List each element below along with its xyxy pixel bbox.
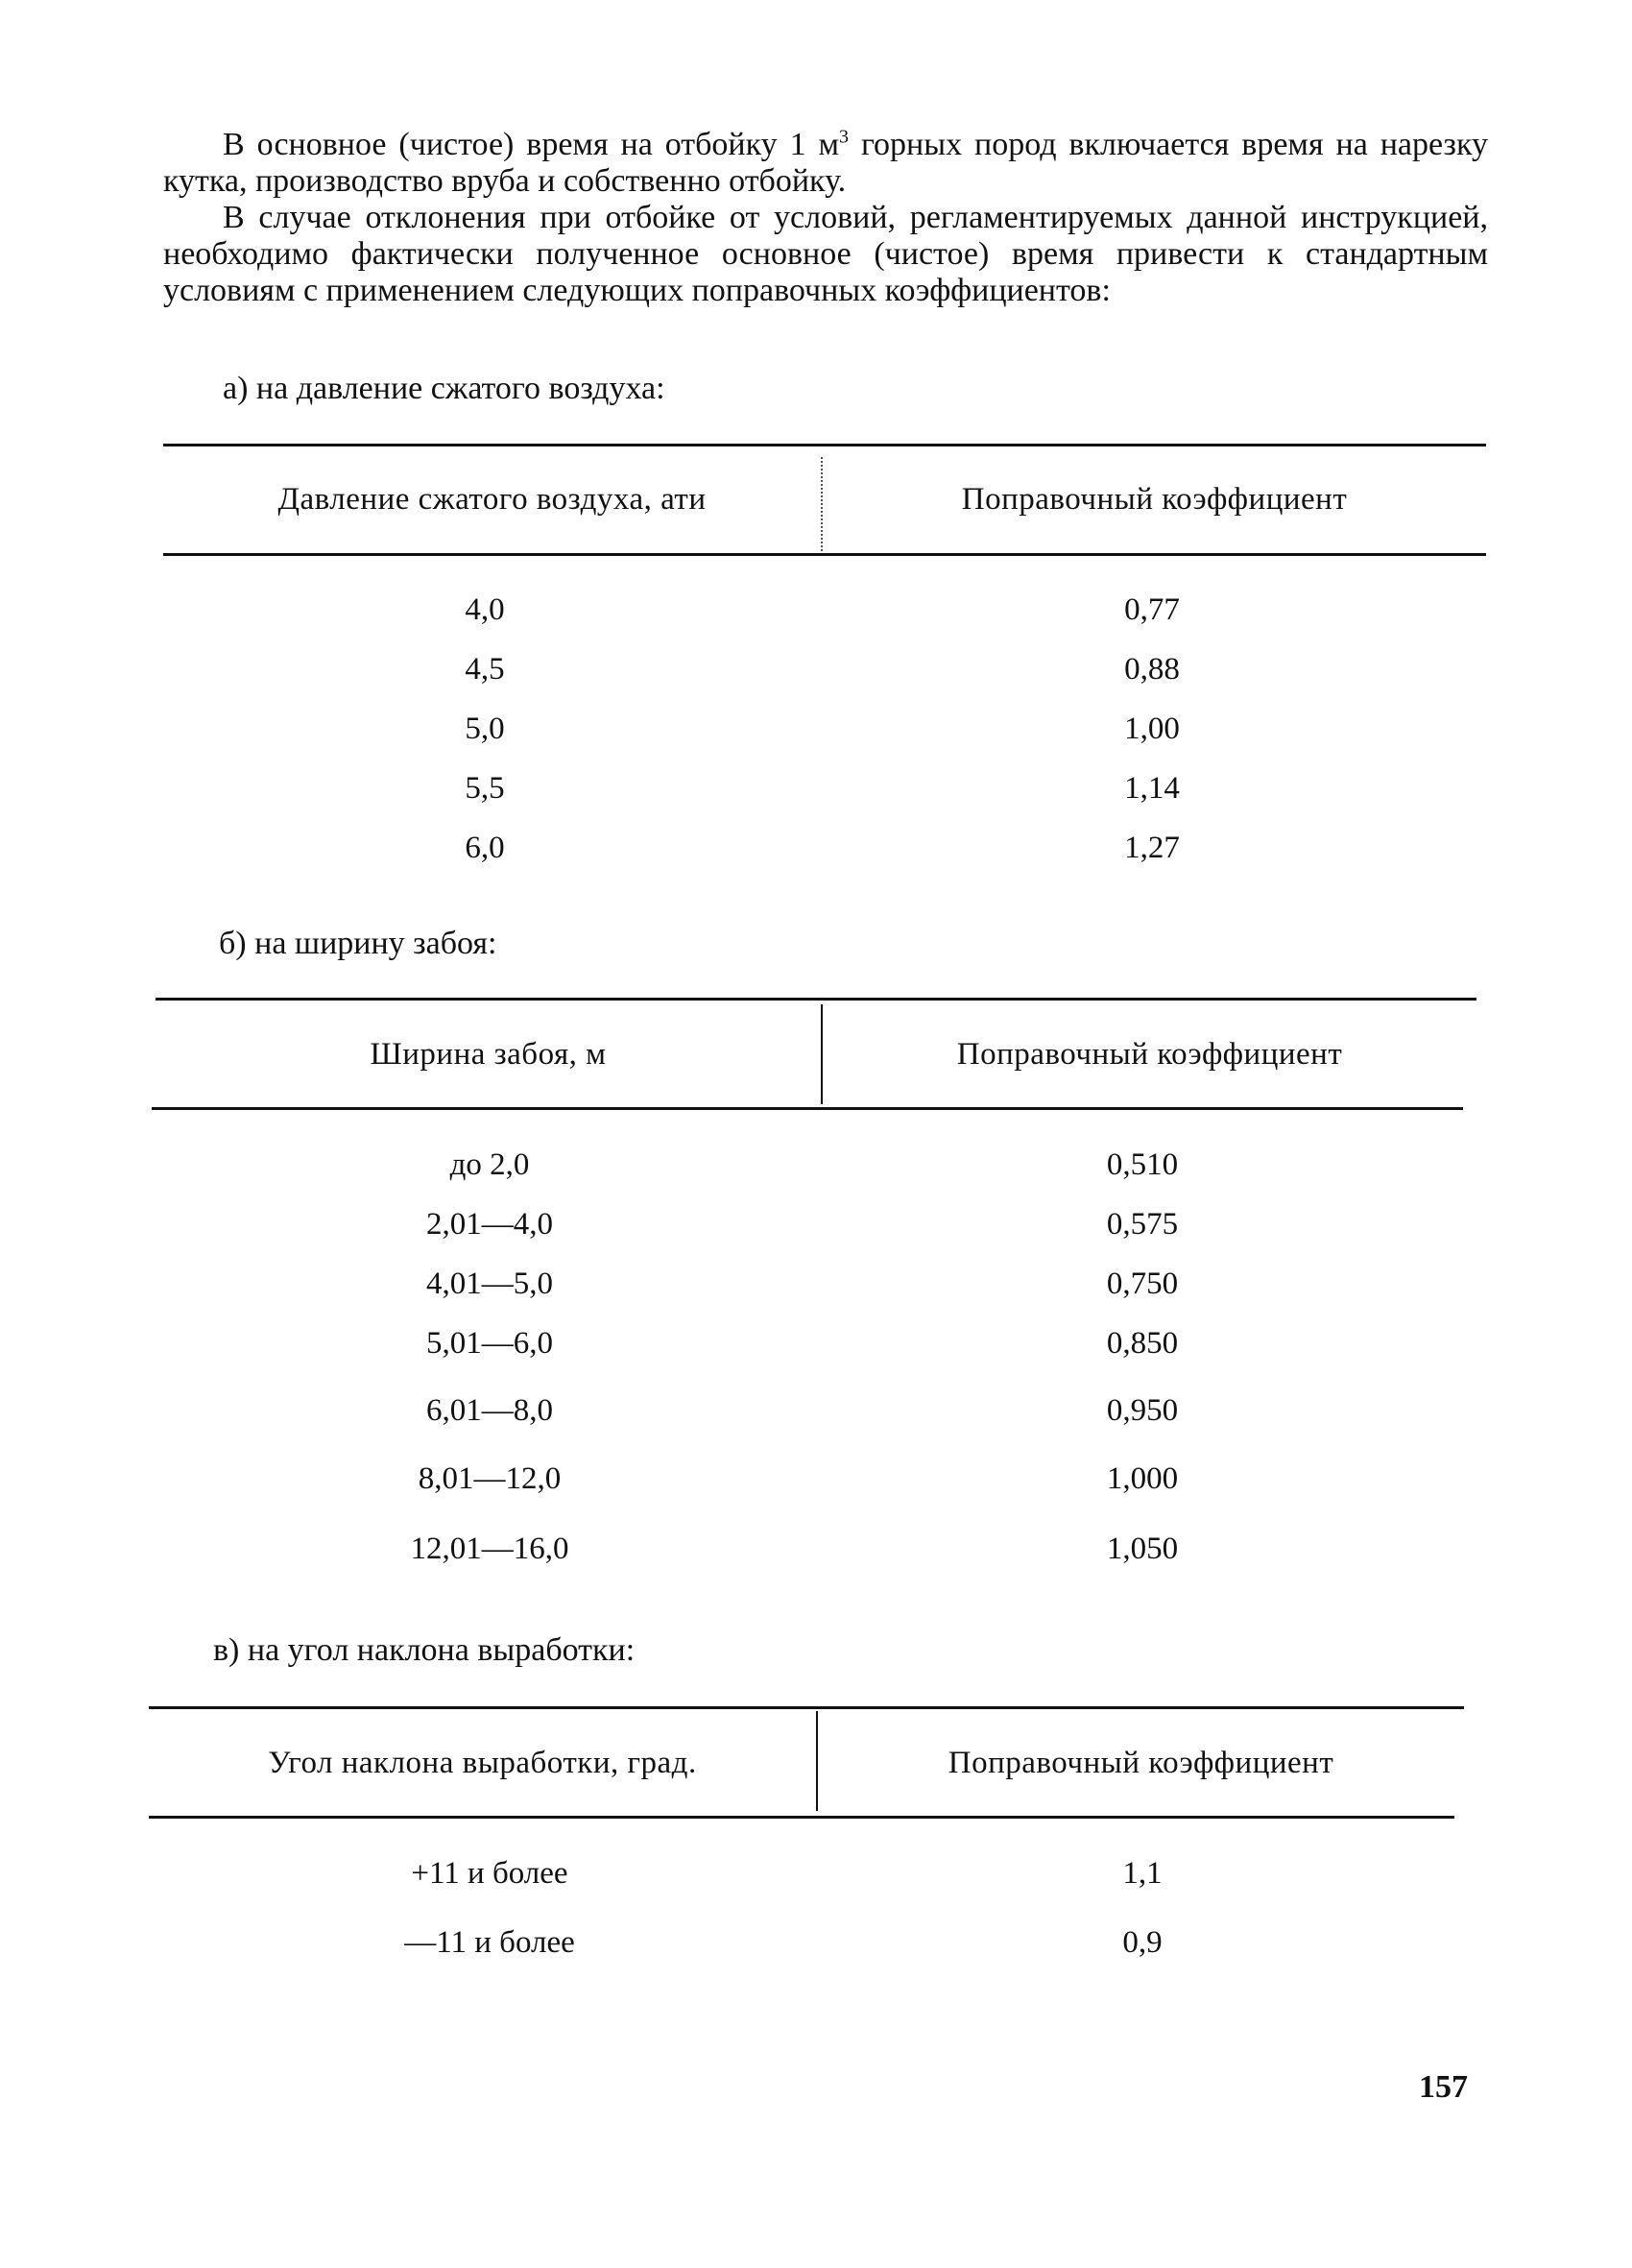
table-b-header-rule	[152, 1107, 1463, 1110]
page-number: 157	[1419, 2069, 1468, 2105]
table-c-header-rule	[149, 1816, 1454, 1819]
table-a-row-1-coef: 0,77	[1124, 592, 1180, 627]
superscript-3: 3	[839, 126, 850, 148]
table-c-row-1-coef: 1,1	[1122, 1856, 1163, 1891]
intro-paragraph-1-text: В основное (чистое) время на отбойку 1 м	[223, 127, 840, 162]
table-c-top-rule	[149, 1706, 1464, 1709]
table-a-row-1-value: 4,0	[465, 592, 505, 627]
table-b-row-1-coef: 0,510	[1106, 1147, 1179, 1182]
table-c-header-angle: Угол наклона выработки, град.	[268, 1746, 697, 1780]
table-b-row-5-coef: 0,950	[1106, 1393, 1179, 1428]
intro-paragraph-1-text-end: горных пород включается время на нарезку кутка, производство вруба и собственно отбойку.	[163, 127, 1488, 199]
table-c-header-coefficient: Поправочный коэффициент	[948, 1746, 1334, 1780]
table-b-row-4-value: 5,01—6,0	[426, 1326, 553, 1361]
table-a-top-rule	[163, 444, 1486, 446]
intro-text	[163, 127, 1488, 309]
table-a-row-2-value: 4,5	[465, 652, 505, 687]
table-c-caption: в) на угол наклона выработки:	[213, 1632, 636, 1668]
table-a-row-3-value: 5,0	[465, 712, 505, 746]
table-a-row-2-coef: 0,88	[1124, 652, 1180, 687]
table-b-row-6-value: 8,01—12,0	[418, 1461, 562, 1496]
table-b-row-7-value: 12,01—16,0	[410, 1532, 569, 1566]
table-c-row-1-value: +11 и более	[411, 1856, 568, 1891]
table-b-row-2-coef: 0,575	[1106, 1207, 1179, 1242]
table-b-caption: б) на ширину забоя:	[219, 926, 497, 961]
table-b-header-width: Ширина забоя, м	[370, 1037, 607, 1072]
table-a-header-pressure: Давление сжатого воздуха, ати	[277, 482, 707, 517]
table-a-header-rule	[163, 553, 1486, 556]
table-a-caption: а) на давление сжатого воздуха:	[223, 371, 665, 406]
table-b-row-1-value: до 2,0	[449, 1147, 530, 1182]
table-a-row-5-coef: 1,27	[1124, 831, 1180, 865]
table-b-row-4-coef: 0,850	[1106, 1326, 1179, 1361]
table-b-row-6-coef: 1,000	[1106, 1461, 1179, 1496]
table-a-row-3-coef: 1,00	[1124, 712, 1180, 746]
table-a-row-4-coef: 1,14	[1124, 771, 1180, 806]
table-a-row-4-value: 5,5	[465, 771, 505, 806]
table-a-row-5-value: 6,0	[465, 831, 505, 865]
table-b-top-rule	[156, 998, 1476, 1001]
table-b-row-7-coef: 1,050	[1106, 1532, 1179, 1566]
table-b-row-2-value: 2,01—4,0	[426, 1207, 553, 1242]
table-a-header-coefficient: Поправочный коэффициент	[961, 482, 1348, 517]
table-c-row-2-value: —11 и более	[404, 1925, 575, 1960]
table-b-row-5-value: 6,01—8,0	[426, 1393, 553, 1428]
intro-paragraph-2: В случае отклонения при отбойке от условий, регламентируемых данной инструкцией, необходимо фактически полученное основное (чистое) время привести к стандартным условиям с применением следующих поправочных коэффициентов:	[163, 200, 1488, 308]
table-b-header-coefficient: Поправочный коэффициент	[956, 1037, 1343, 1072]
table-b-row-3-coef: 0,750	[1106, 1267, 1179, 1301]
table-c-row-2-coef: 0,9	[1122, 1925, 1163, 1960]
table-b-row-3-value: 4,01—5,0	[426, 1267, 553, 1301]
intro-paragraph-1	[163, 127, 1488, 200]
